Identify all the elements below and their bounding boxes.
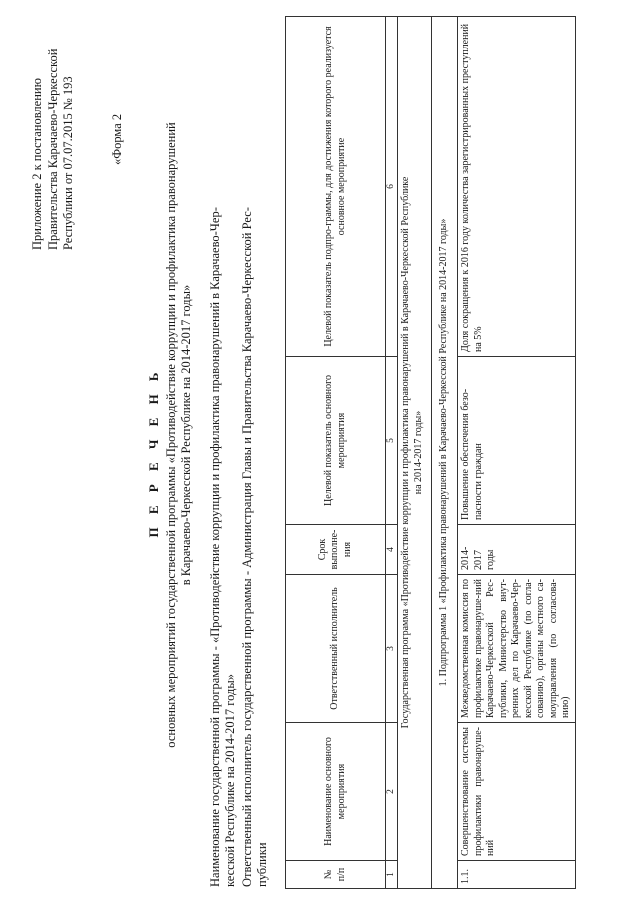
header-name: Наименование основного мероприятия xyxy=(286,723,386,861)
header-target: Целевой показатель подпро-граммы, для достижения которого реализуется основное мероприятие xyxy=(286,17,386,357)
col-number: 6 xyxy=(386,17,398,357)
subtitle-line-1: основных мероприятий государственной программы «Противодействие коррупции и профилактика правонарушений xyxy=(164,122,178,748)
header-num: № п/п xyxy=(286,861,386,889)
document-title: П Е Р Е Ч Е Н Ь xyxy=(146,367,161,538)
header-executor: Ответственный исполнитель xyxy=(286,575,386,723)
document-subtitle xyxy=(164,105,194,765)
row-name: Совершенствование системы профилактики правонаруше-ний xyxy=(458,723,576,861)
table-row xyxy=(458,17,576,889)
row-target: Доля сокращения к 2016 году количества зарегистрированных преступлений на 5% xyxy=(458,17,576,357)
program-row-line-1: Государственная программа «Противодействие коррупции и профилактика правонарушений в Карачаево-Черкесской Республике xyxy=(400,176,411,729)
row-term: 2014-2017 годы xyxy=(458,525,576,575)
appendix-note xyxy=(30,10,77,250)
table-header-row xyxy=(286,17,386,889)
appendix-line-1: Приложение 2 к постановлению xyxy=(30,78,44,250)
program-name xyxy=(208,7,238,887)
subprogram-row xyxy=(432,17,458,889)
responsible-executor xyxy=(240,7,270,887)
subtitle-line-2: в Карачаево-Черкесской Республике на 2014-2017 годы» xyxy=(179,284,193,586)
col-number: 1 xyxy=(386,861,398,889)
responsible-line-1: Ответственный исполнитель государственной программы - Администрация Главы и Правительства Карачаево-Черкесской Рес- xyxy=(240,207,254,887)
col-number: 3 xyxy=(386,575,398,723)
col-number: 2 xyxy=(386,723,398,861)
header-indicator: Целевой показатель основного мероприятия xyxy=(286,357,386,525)
col-number: 4 xyxy=(386,525,398,575)
row-indicator: Повышение обеспечения безо-пасности граждан xyxy=(458,357,576,525)
program-name-line-1: Наименование государственной программы - «Противодействие коррупции и профилактика правонарушений в Карачаево-Чер- xyxy=(208,207,222,887)
table-number-row xyxy=(386,17,398,889)
row-executor: Межведомственная комиссия по профилактике правонаруше-ний Карачаево-Черкесской Рес-публики, Министерство внут-ренних дел по Карачаево-Чер-кесской Республике (по согла-сованию), органы местного са-моуправления (по согласова-нию) xyxy=(458,575,576,723)
program-row xyxy=(398,17,432,889)
program-row-line-2: на 2014-2017 годы» xyxy=(412,410,424,495)
measures-table xyxy=(285,16,576,889)
row-num: 1.1. xyxy=(458,861,576,889)
responsible-line-2: публики xyxy=(255,842,269,887)
program-name-line-2: кесской Республике на 2014-2017 годы» xyxy=(223,674,237,887)
appendix-line-3: Республики от 07.07.2015 № 193 xyxy=(61,76,75,250)
program-row-cell xyxy=(398,17,432,889)
col-number: 5 xyxy=(386,357,398,525)
header-term: Срок выполне-ния xyxy=(286,525,386,575)
form-label: «Форма 2 xyxy=(110,113,124,165)
subprogram-row-cell: 1. Подпрограмма 1 «Профилактика правонарушений в Карачаево-Черкесской Республике на 2014-2017 годы» xyxy=(432,17,458,889)
appendix-line-2: Правительства Карачаево-Черкесской xyxy=(45,48,60,250)
